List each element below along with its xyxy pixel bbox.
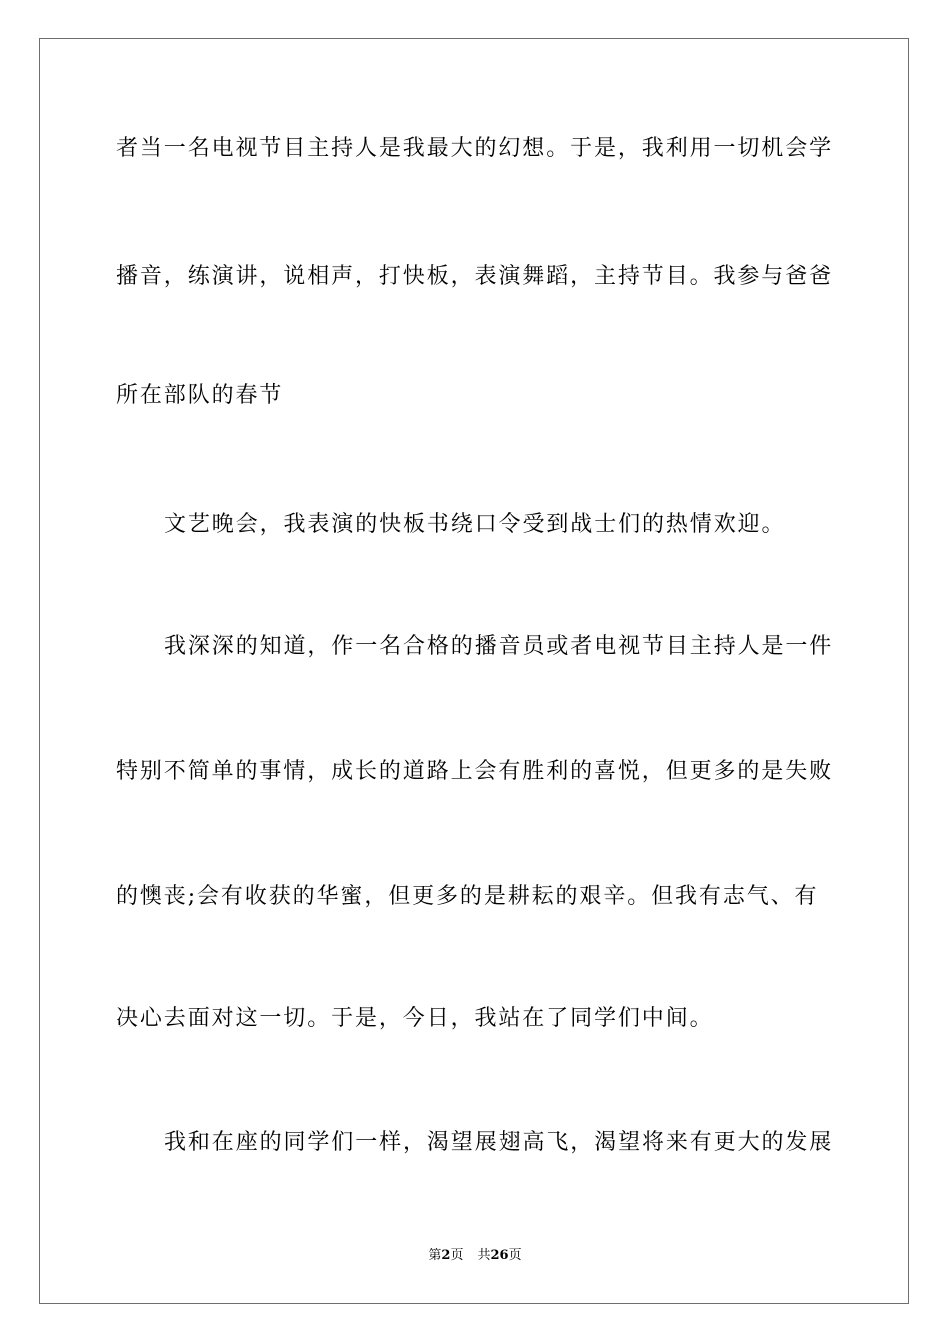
page-suffix: 页: [450, 1248, 464, 1263]
total-suffix: 页: [508, 1248, 522, 1263]
body-line-5: 我深深的知道，作一名合格的播音员或者电视节目主持人是一件: [164, 634, 834, 659]
total-prefix: 共: [477, 1248, 491, 1263]
page-number: 2: [441, 1248, 451, 1263]
page-footer: [0, 1247, 950, 1265]
body-line-6: 特别不简单的事情，成长的道路上会有胜利的喜悦，但更多的是失败: [116, 759, 834, 784]
page-prefix: 第: [428, 1248, 442, 1263]
body-line-2: 播音，练演讲，说相声，打快板，表演舞蹈，主持节目。我参与爸爸: [116, 264, 834, 289]
total-pages: 26: [490, 1248, 509, 1263]
body-line-3: 所在部队的春节: [116, 383, 284, 408]
body-line-8: 决心去面对这一切。于是，今日，我站在了同学们中间。: [116, 1006, 714, 1031]
body-line-4: 文艺晚会，我表演的快板书绕口令受到战士们的热情欢迎。: [164, 512, 786, 537]
body-line-7: 的懊丧;会有收获的华蜜，但更多的是耕耘的艰辛。但我有志气、有: [116, 884, 819, 909]
page-border: [39, 38, 909, 1304]
body-line-9: 我和在座的同学们一样，渴望展翅高飞，渴望将来有更大的发展: [164, 1130, 834, 1155]
body-line-1: 者当一名电视节目主持人是我最大的幻想。于是，我利用一切机会学: [116, 136, 834, 161]
